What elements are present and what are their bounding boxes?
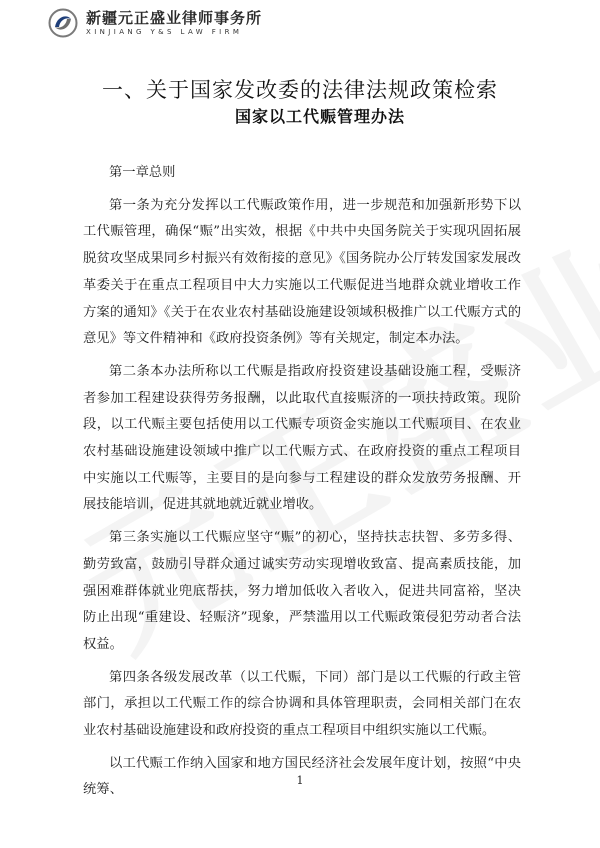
document-body [83,160,521,810]
article-paragraph: 第四条各级发展改革（以工代赈，下同）部门是以工代赈的行政主管部门，承担以工代赈工作的综合协调和具体管理职责，会同相关部门在农业农村基础设施建设和政府投资的重点工程项目中组织实施以工代赈。 [83,669,521,739]
article-paragraph: 以工代赈工作纳入国家和地方国民经济社会发展年度计划，按照“中央统筹、 [83,755,521,798]
firm-name-cn: 新疆元正盛业律师事务所 [86,8,263,27]
firm-logo-icon [48,8,78,38]
chapter-heading: 第一章总则 [109,165,176,180]
page-number: 1 [296,774,304,787]
document-title: 一、关于国家发改委的法律法规政策检索 [102,78,498,102]
article-paragraph: 第三条实施以工代赈应坚守“赈”的初心，坚持扶志扶智、多劳多得、勤劳致富，鼓励引导群众通过诚实劳动实现增收致富、提高素质技能，加强困难群体就业兜底帮扶，努力增加低收入者收入，促进共同富裕，坚决防止出现“重建设、轻赈济”现象，严禁滥用以工代赈政策侵犯劳动者合法权益。 [83,530,521,652]
firm-name-en: XINJIANG Y&S LAW FIRM [86,27,243,36]
article-paragraph: 第二条本办法所称以工代赈是指政府投资建设基础设施工程，受赈济者参加工程建设获得劳务报酬，以此取代直接赈济的一项扶持政策。现阶段，以工代赈主要包括使用以工代赈专项资金实施以工代赈项目、在农业农村基础设施建设领域中推广以工代赈方式、在政府投资的重点工程项目中实施以工代赈等，主要目的是向参与工程建设的群众发放劳务报酬、开展技能培训，促进其就地就近就业增收。 [83,363,521,513]
document-subtitle: 国家以工代赈管理办法 [234,107,405,126]
article-paragraph: 第一条为充分发挥以工代赈政策作用，进一步规范和加强新形势下以工代赈管理，确保“赈”出实效，根据《中共中央国务院关于实现巩固拓展脱贫攻坚成果同乡村振兴有效衔接的意见》《国务院办公厅转发国家发展改革委关于在重点工程项目中大力实施以工代赈促进当地群众就业增收工作方案的通知》《关于在农业农村基础设施建设领域积极推广以工代赈方式的意见》等文件精神和《政府投资条例》等有关规定，制定本办法。 [83,197,521,347]
letterhead [48,6,262,40]
firm-name-block [86,10,262,37]
